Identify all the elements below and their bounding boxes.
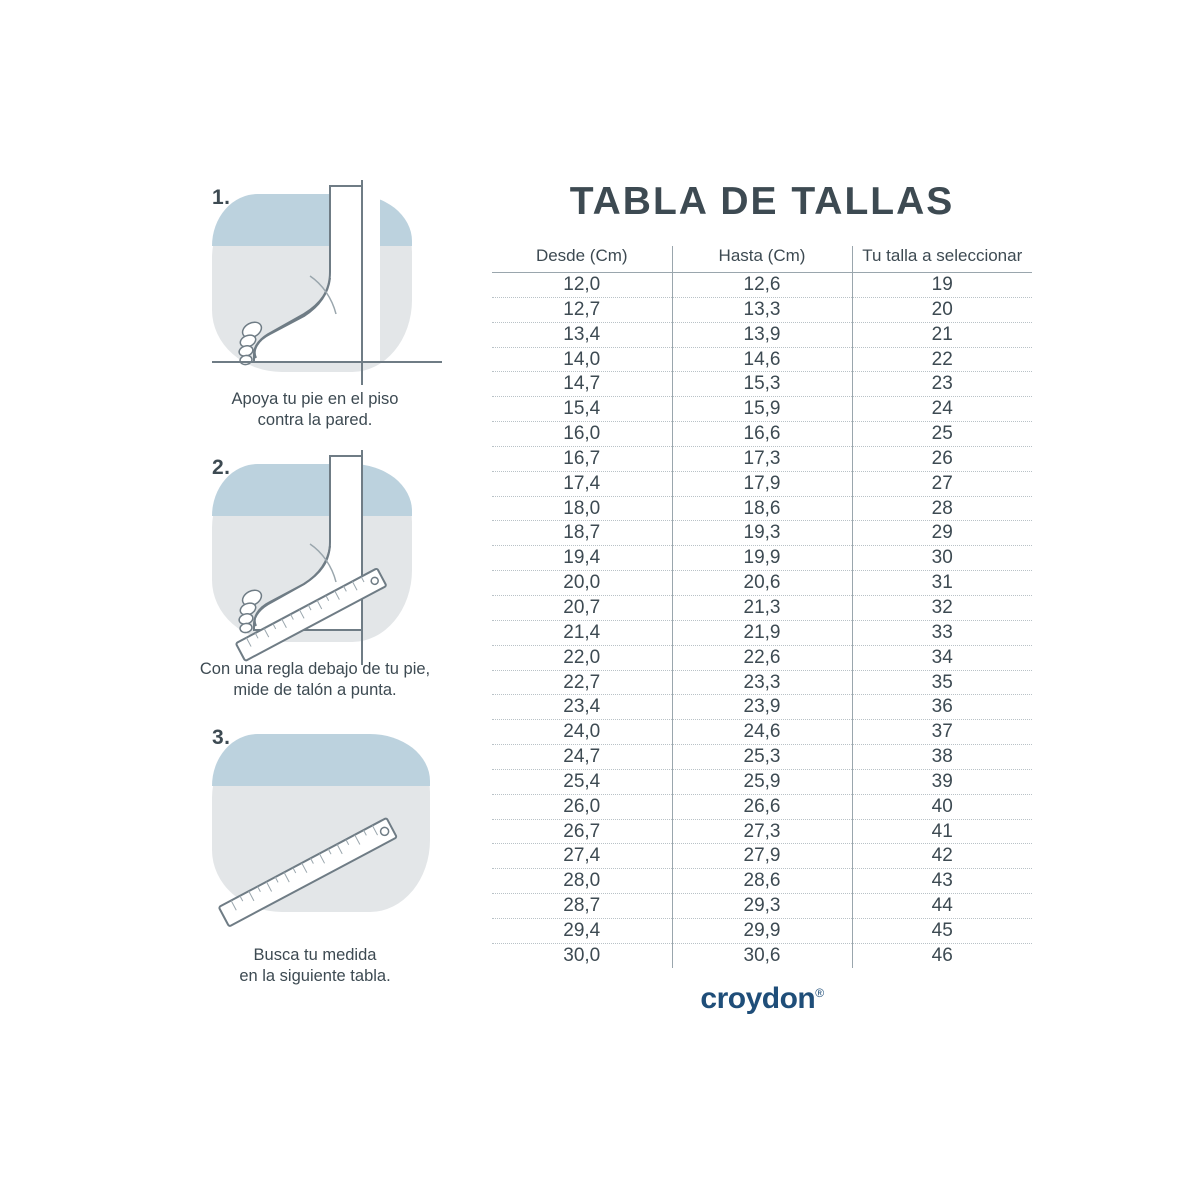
cell-hasta: 27,9 [672, 844, 852, 869]
cell-desde: 30,0 [563, 944, 601, 966]
cell-talla: 28 [852, 496, 1032, 521]
step-2-illustration [212, 450, 442, 655]
cell-desde: 28,7 [492, 894, 672, 919]
cell-desde: 20,7 [492, 595, 672, 620]
cell-hasta: 23,9 [672, 695, 852, 720]
table-header-row [492, 246, 1032, 273]
cell-hasta: 13,9 [672, 322, 852, 347]
cell-talla: 24 [852, 397, 1032, 422]
cell-hasta: 27,3 [672, 819, 852, 844]
cell-desde: 27,4 [492, 844, 672, 869]
table-row [492, 894, 1032, 919]
instructions-column [170, 180, 460, 994]
step-3-illustration [212, 720, 442, 935]
cell-talla: 40 [852, 794, 1032, 819]
step-2-caption [170, 659, 460, 702]
ruler-icon [212, 720, 442, 935]
cell-desde: 14,0 [492, 347, 672, 372]
cell-desde: 26,7 [492, 819, 672, 844]
cell-hasta: 21,9 [672, 620, 852, 645]
table-row [492, 422, 1032, 447]
step-3-caption [170, 945, 460, 988]
table-row [492, 347, 1032, 372]
foot-against-wall-icon [212, 180, 442, 385]
cell-hasta: 28,6 [672, 869, 852, 894]
table-row [492, 446, 1032, 471]
cell-hasta: 18,6 [672, 496, 852, 521]
cell-hasta: 17,3 [672, 446, 852, 471]
cell-desde: 14,7 [492, 372, 672, 397]
cell-talla: 20 [852, 297, 1032, 322]
foot-with-ruler-icon [212, 450, 442, 665]
step-1-number: 1. [212, 186, 231, 209]
size-table-section [492, 180, 1032, 1016]
cell-desde: 24,7 [492, 745, 672, 770]
table-row [492, 720, 1032, 745]
table-row [492, 695, 1032, 720]
cell-hasta: 15,9 [672, 397, 852, 422]
size-table-head [492, 246, 1032, 273]
step-2 [170, 450, 460, 702]
column-header-hasta: Hasta (Cm) [672, 246, 852, 273]
cell-desde: 22,7 [492, 670, 672, 695]
step-3-caption-line2: en la siguiente tabla. [239, 967, 391, 986]
cell-hasta: 24,6 [672, 720, 852, 745]
step-3-number: 3. [212, 725, 231, 749]
table-row [492, 496, 1032, 521]
cell-talla: 33 [852, 620, 1032, 645]
table-row [492, 943, 1032, 967]
cell-talla: 30 [852, 546, 1032, 571]
cell-talla: 34 [852, 645, 1032, 670]
size-table-body [492, 273, 1032, 968]
table-row [492, 372, 1032, 397]
cell-talla: 42 [852, 844, 1032, 869]
cell-hasta: 12,6 [672, 273, 852, 298]
table-row [492, 322, 1032, 347]
table-row [492, 869, 1032, 894]
step-2-caption-line1: Con una regla debajo de tu pie, [199, 659, 431, 678]
cell-talla: 29 [852, 521, 1032, 546]
cell-hasta: 17,9 [672, 471, 852, 496]
step-2-caption-line2: mide de talón a punta. [233, 681, 397, 700]
cell-hasta: 20,6 [672, 571, 852, 596]
cell-talla: 22 [852, 347, 1032, 372]
cell-desde: 21,4 [492, 620, 672, 645]
step-1 [170, 180, 460, 432]
table-row [492, 595, 1032, 620]
cell-desde: 24,0 [492, 720, 672, 745]
table-row [492, 918, 1032, 943]
page-title: TABLA DE TALLAS [569, 180, 955, 223]
cell-hasta: 29,3 [672, 894, 852, 919]
cell-hasta: 22,6 [672, 645, 852, 670]
cell-talla: 23 [852, 372, 1032, 397]
size-table [492, 246, 1032, 968]
cell-desde: 15,4 [492, 397, 672, 422]
step-1-caption-line1: Apoya tu pie en el piso [231, 390, 399, 408]
cell-hasta: 30,6 [672, 943, 852, 967]
cell-talla: 39 [852, 769, 1032, 794]
cell-talla: 44 [852, 894, 1032, 919]
cell-hasta: 15,3 [672, 372, 852, 397]
step-1-caption-line2: contra la pared. [257, 411, 373, 430]
cell-talla: 46 [852, 943, 1032, 967]
step-1-caption [170, 389, 460, 432]
cell-talla: 36 [852, 695, 1032, 720]
cell-hasta: 19,3 [672, 521, 852, 546]
cell-hasta: 14,6 [672, 347, 852, 372]
step-3-caption-line1: Busca tu medida [253, 945, 377, 964]
cell-desde: 16,0 [492, 422, 672, 447]
column-header-desde: Desde (Cm) [492, 246, 672, 273]
cell-desde: 25,4 [492, 769, 672, 794]
cell-hasta: 13,3 [672, 297, 852, 322]
cell-hasta: 21,3 [672, 595, 852, 620]
table-row [492, 745, 1032, 770]
cell-talla: 41 [852, 819, 1032, 844]
cell-desde: 13,4 [492, 322, 672, 347]
cell-desde: 17,4 [492, 471, 672, 496]
table-row [492, 397, 1032, 422]
step-3 [170, 720, 460, 988]
table-row [492, 471, 1032, 496]
brand-logo [492, 982, 1032, 1016]
cell-hasta: 29,9 [672, 918, 852, 943]
cell-talla: 27 [852, 471, 1032, 496]
table-row [492, 769, 1032, 794]
step-2-number: 2. [212, 455, 231, 479]
cell-desde: 19,4 [492, 546, 672, 571]
cell-desde: 18,0 [492, 496, 672, 521]
cell-talla: 21 [852, 322, 1032, 347]
step-1-illustration [212, 180, 442, 385]
table-row [492, 571, 1032, 596]
table-row [492, 794, 1032, 819]
cell-desde: 20,0 [492, 571, 672, 596]
cell-talla: 19 [852, 273, 1032, 298]
cell-desde: 26,0 [492, 794, 672, 819]
cell-desde: 18,7 [492, 521, 672, 546]
table-row [492, 645, 1032, 670]
cell-hasta: 16,6 [672, 422, 852, 447]
cell-desde: 16,7 [492, 446, 672, 471]
cell-desde: 23,4 [492, 695, 672, 720]
cell-talla: 26 [852, 446, 1032, 471]
cell-hasta: 25,9 [672, 769, 852, 794]
cell-talla: 45 [852, 918, 1032, 943]
cell-talla: 35 [852, 670, 1032, 695]
cell-hasta: 19,9 [672, 546, 852, 571]
cell-desde: 29,4 [492, 918, 672, 943]
cell-desde: 12,7 [492, 297, 672, 322]
table-row [492, 297, 1032, 322]
brand-trademark: ® [815, 985, 824, 1000]
cell-hasta: 23,3 [672, 670, 852, 695]
table-row [492, 819, 1032, 844]
cell-hasta: 26,6 [672, 794, 852, 819]
cell-talla: 43 [852, 869, 1032, 894]
table-row [492, 844, 1032, 869]
table-row [492, 273, 1032, 298]
table-row [492, 546, 1032, 571]
cell-talla: 31 [852, 571, 1032, 596]
column-header-talla: Tu talla a seleccionar [852, 246, 1032, 273]
table-row [492, 670, 1032, 695]
cell-desde: 22,0 [492, 645, 672, 670]
cell-desde: 28,0 [492, 869, 672, 894]
cell-talla: 37 [852, 720, 1032, 745]
cell-talla: 25 [852, 422, 1032, 447]
cell-desde: 12,0 [492, 273, 672, 298]
table-row [492, 521, 1032, 546]
table-row [492, 620, 1032, 645]
brand-name: croydon [700, 981, 816, 1015]
cell-talla: 32 [852, 595, 1032, 620]
cell-talla: 38 [852, 745, 1032, 770]
cell-hasta: 25,3 [672, 745, 852, 770]
